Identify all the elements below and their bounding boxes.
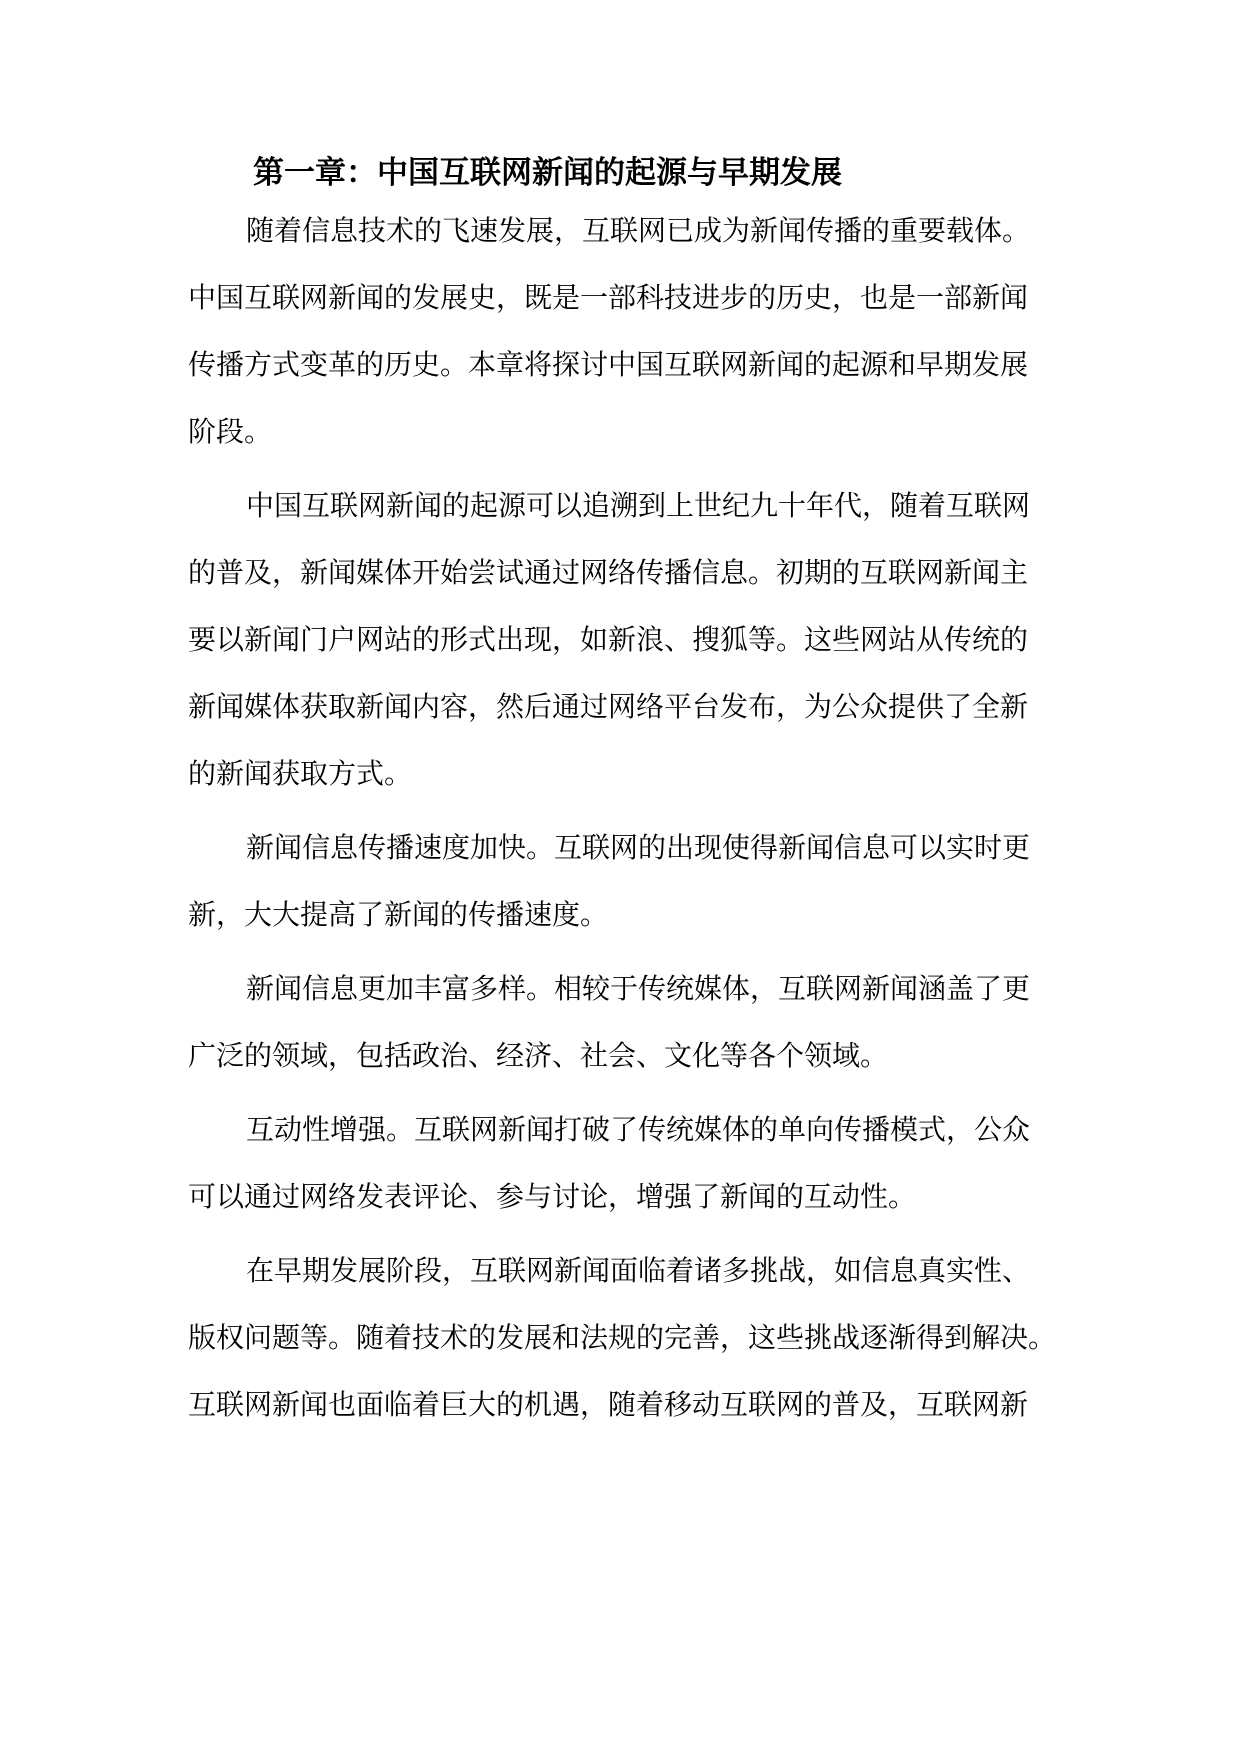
paragraph-line: 新闻媒体获取新闻内容，然后通过网络平台发布，为公众提供了全新 [188,690,1029,723]
paragraph-line: 新闻信息传播速度加快。互联网的出现使得新闻信息可以实时更 [246,831,1031,864]
paragraph-line: 阶段。 [188,415,273,448]
paragraph-line: 互联网新闻也面临着巨大的机遇，随着移动互联网的普及，互联网新 [188,1388,1029,1421]
paragraph-line: 新闻信息更加丰富多样。相较于传统媒体，互联网新闻涵盖了更 [246,972,1031,1005]
paragraph-line: 可以通过网络发表评论、参与讨论，增强了新闻的互动性。 [188,1180,917,1213]
chapter-title: 第一章：中国互联网新闻的起源与早期发展 [253,155,842,191]
paragraph-line: 版权问题等。随着技术的发展和法规的完善，这些挑战逐渐得到解决。 [188,1321,1057,1354]
paragraph-line: 互动性增强。互联网新闻打破了传统媒体的单向传播模式，公众 [246,1113,1031,1146]
paragraph-line: 的普及，新闻媒体开始尝试通过网络传播信息。初期的互联网新闻主 [188,556,1029,589]
paragraph-line: 的新闻获取方式。 [188,757,413,790]
paragraph-line: 传播方式变革的历史。本章将探讨中国互联网新闻的起源和早期发展 [188,348,1029,381]
paragraph-line: 广泛的领域，包括政治、经济、社会、文化等各个领域。 [188,1039,889,1072]
paragraph-line: 要以新闻门户网站的形式出现，如新浪、搜狐等。这些网站从传统的 [188,623,1029,656]
paragraph-line: 新，大大提高了新闻的传播速度。 [188,898,609,931]
paragraph-line: 在早期发展阶段，互联网新闻面临着诸多挑战，如信息真实性、 [246,1254,1031,1287]
paragraph-line: 中国互联网新闻的发展史，既是一部科技进步的历史，也是一部新闻 [188,281,1029,314]
paragraph-line: 中国互联网新闻的起源可以追溯到上世纪九十年代，随着互联网 [246,489,1031,522]
paragraph-line: 随着信息技术的飞速发展，互联网已成为新闻传播的重要载体。 [246,214,1031,247]
